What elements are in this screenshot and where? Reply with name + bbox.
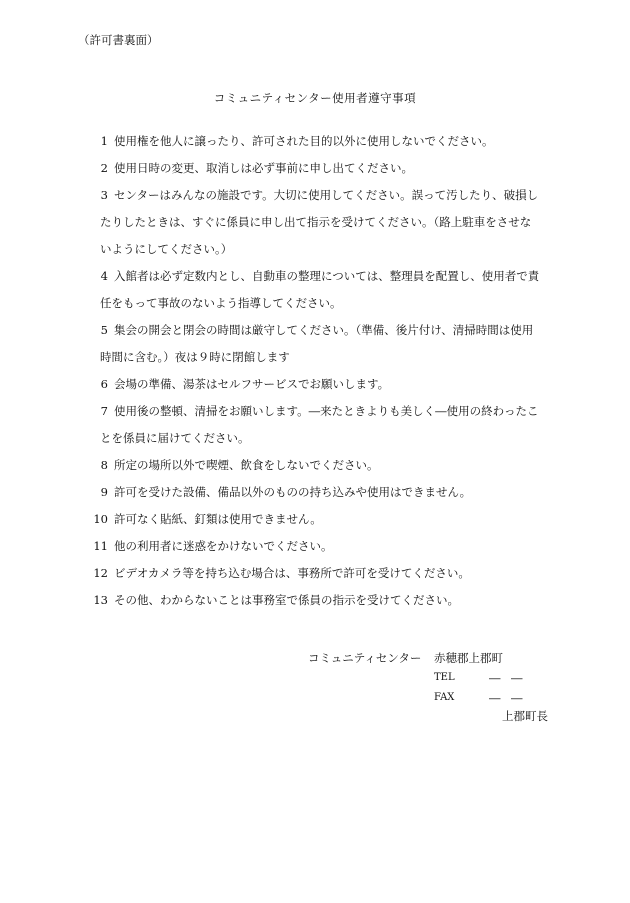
rule-number: 4 — [100, 269, 108, 283]
rule-item — [90, 452, 560, 479]
tel-dash-1: ― — [489, 671, 501, 685]
rule-item — [90, 533, 560, 560]
rule-text-line: 許可を受けた設備、備品以外のものの持ち込みや使用はできません。 — [114, 485, 472, 499]
header-note: （許可書裏面） — [78, 33, 159, 47]
rule-number: 13 — [93, 593, 108, 607]
rule-text — [100, 182, 560, 263]
rule-text — [100, 263, 560, 317]
document-title: コミュニティセンター使用者遵守事項 — [213, 91, 417, 105]
rule-text — [114, 506, 560, 533]
rule-item — [90, 182, 560, 263]
rule-text-line: 許可なく貼紙、釘類は使用できません。 — [114, 512, 322, 526]
rule-number: 6 — [100, 377, 108, 391]
rule-text-line: 使用権を他人に譲ったり、許可された目的以外に使用しないでください。 — [114, 134, 494, 148]
rules-list — [90, 128, 560, 614]
rule-text-line: たりしたときは、すぐに係員に申し出て指示を受けてください。（路上駐車をさせな — [100, 215, 532, 229]
rule-text-line: センターはみんなの施設です。大切に使用してください。誤って汚したり、破損し — [114, 188, 539, 202]
fax-dash-2: ― — [511, 691, 523, 705]
rule-item — [90, 479, 560, 506]
fax-dash-1: ― — [489, 691, 501, 705]
rule-text-line: 入館者は必ず定数内とし、自動車の整理については、整理員を配置し、使用者で責 — [114, 269, 540, 283]
rule-text — [114, 371, 560, 398]
rule-text-line: 集会の開会と閉会の時間は厳守してください。（準備、後片付け、清掃時間は使用 — [114, 323, 534, 337]
rule-text-line: 他の利用者に迷惑をかけないでください。 — [114, 539, 333, 553]
rule-text-line: 時間に含む。）夜は９時に閉館します — [100, 350, 290, 364]
rule-text — [100, 398, 560, 452]
rule-text-line: 任をもって事故のないよう指導してください。 — [100, 296, 342, 310]
rule-text — [114, 128, 560, 155]
mayor-title: 上郡町長 — [502, 709, 548, 723]
rule-number: 8 — [100, 458, 108, 472]
rule-text-line: いようにしてください。） — [100, 242, 233, 256]
rule-number: 1 — [100, 134, 108, 148]
rule-text — [114, 452, 560, 479]
rule-number: 2 — [100, 161, 108, 175]
footer-contact — [308, 648, 558, 708]
rule-text — [114, 533, 560, 560]
tel-dash-2: ― — [511, 671, 523, 685]
rule-text-line: 使用後の整頓、清掃をお願いします。―来たときよりも美しく―使用の終わったこ — [114, 404, 539, 418]
rule-item — [90, 506, 560, 533]
rule-number: 11 — [93, 539, 108, 553]
fax-label: FAX — [434, 692, 455, 703]
rule-text — [114, 155, 560, 182]
rule-number: 3 — [100, 188, 108, 202]
rule-text — [114, 560, 560, 587]
rule-number: 5 — [100, 323, 108, 337]
rule-number: 10 — [93, 512, 108, 526]
rule-text — [100, 317, 560, 371]
rule-text — [114, 587, 560, 614]
rule-text-line: 所定の場所以外で喫煙、飲食をしないでください。 — [114, 458, 379, 472]
rule-item — [90, 371, 560, 398]
rule-text-line: とを係員に届けてください。 — [100, 431, 250, 445]
rule-number: 12 — [93, 566, 108, 580]
town-name: 赤穂郡上郡町 — [434, 651, 503, 665]
rule-item — [90, 155, 560, 182]
rule-text-line: その他、わからないことは事務室で係員の指示を受けてください。 — [114, 593, 459, 607]
rule-text — [114, 479, 560, 506]
rule-item — [90, 263, 560, 317]
rule-number: 7 — [100, 404, 108, 418]
rule-number: 9 — [100, 485, 108, 499]
rule-item — [90, 560, 560, 587]
tel-label: TEL — [434, 672, 455, 683]
rule-item — [90, 317, 560, 371]
rule-text-line: 会場の準備、湯茶はセルフサービスでお願いします。 — [114, 377, 390, 391]
rule-item — [90, 128, 560, 155]
rule-text-line: 使用日時の変更、取消しは必ず事前に申し出てください。 — [114, 161, 413, 175]
rule-item — [90, 398, 560, 452]
organization-name: コミュニティセンター — [308, 651, 422, 665]
rule-text-line: ビデオカメラ等を持ち込む場合は、事務所で許可を受けてください。 — [114, 566, 470, 580]
rule-item — [90, 587, 560, 614]
